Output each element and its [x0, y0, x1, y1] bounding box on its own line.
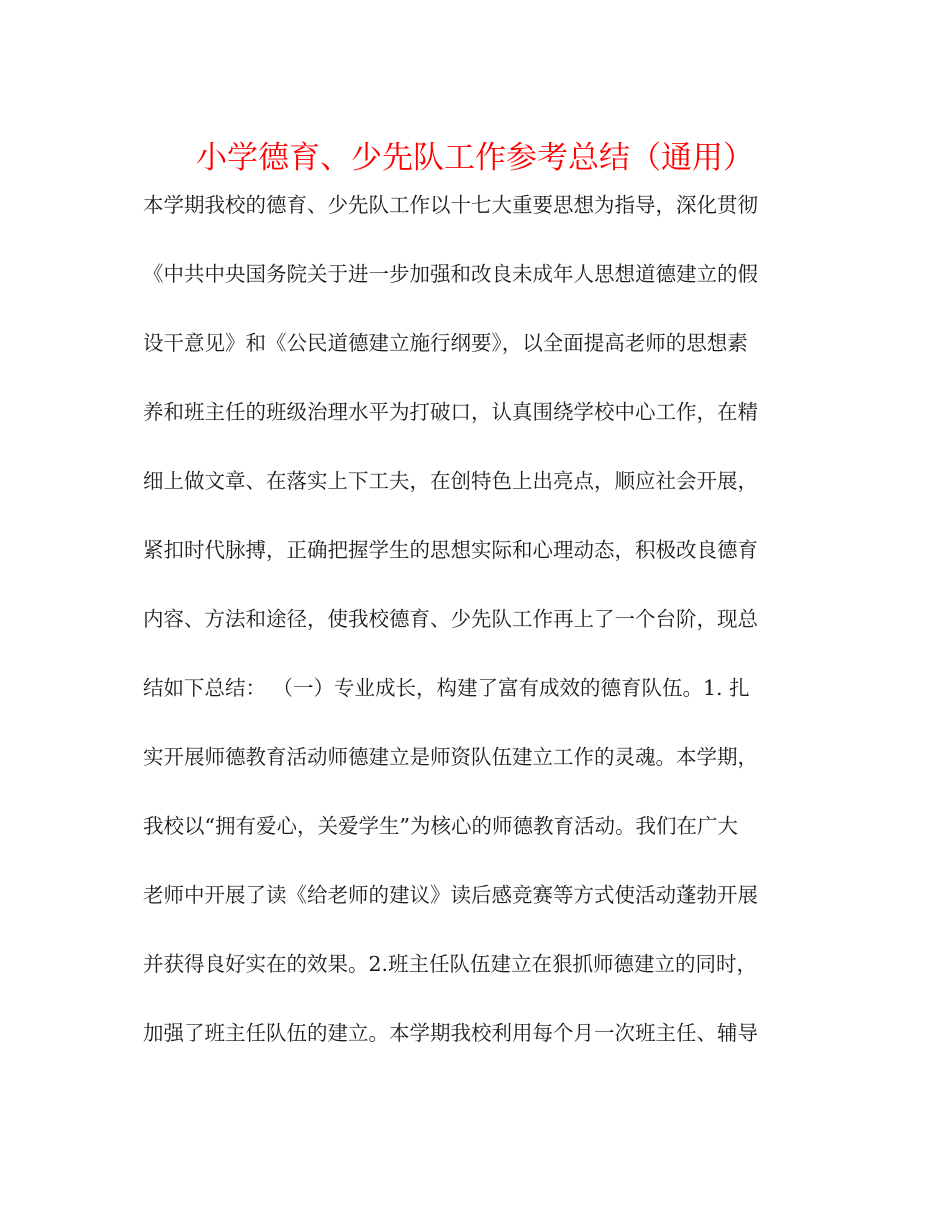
body-line: 养和班主任的班级治理水平为打破口，认真围绕学校中心工作，在精	[143, 400, 758, 424]
body-line: 并获得良好实在的效果。2.班主任队伍建立在狠抓师德建立的同时，	[143, 952, 758, 976]
body-line: 实开展师德教育活动师德建立是师资队伍建立工作的灵魂。本学期，	[143, 745, 758, 769]
body-line: 加强了班主任队伍的建立。本学期我校利用每个月一次班主任、辅导	[143, 1021, 758, 1045]
body-line: 内容、方法和途径，使我校德育、少先队工作再上了一个台阶，现总	[143, 607, 758, 631]
document-title: 小学德育、少先队工作参考总结（通用）	[196, 140, 754, 176]
body-line: 老师中开展了读《给老师的建议》读后感竞赛等方式使活动蓬勃开展	[143, 883, 758, 907]
body-line: 紧扣时代脉搏，正确把握学生的思想实际和心理动态，积极改良德育	[143, 538, 758, 562]
body-line: 设干意见》和《公民道德建立施行纲要》，以全面提高老师的思想素	[143, 331, 748, 355]
body-line: 结如下总结： （一）专业成长，构建了富有成效的德育队伍。1. 扎	[143, 676, 750, 700]
body-line: 《中共中央国务院关于进一步加强和改良未成年人思想道德建立的假	[143, 262, 758, 286]
body-line: 细上做文章、在落实上下工夫，在创特色上出亮点，顺应社会开展，	[143, 469, 758, 493]
body-line: 我校以“拥有爱心，关爱学生”为核心的师德教育活动。我们在广大	[143, 814, 738, 838]
body-line: 本学期我校的德育、少先队工作以十七大重要思想为指导，深化贯彻	[143, 193, 758, 217]
document-body	[143, 178, 803, 1075]
